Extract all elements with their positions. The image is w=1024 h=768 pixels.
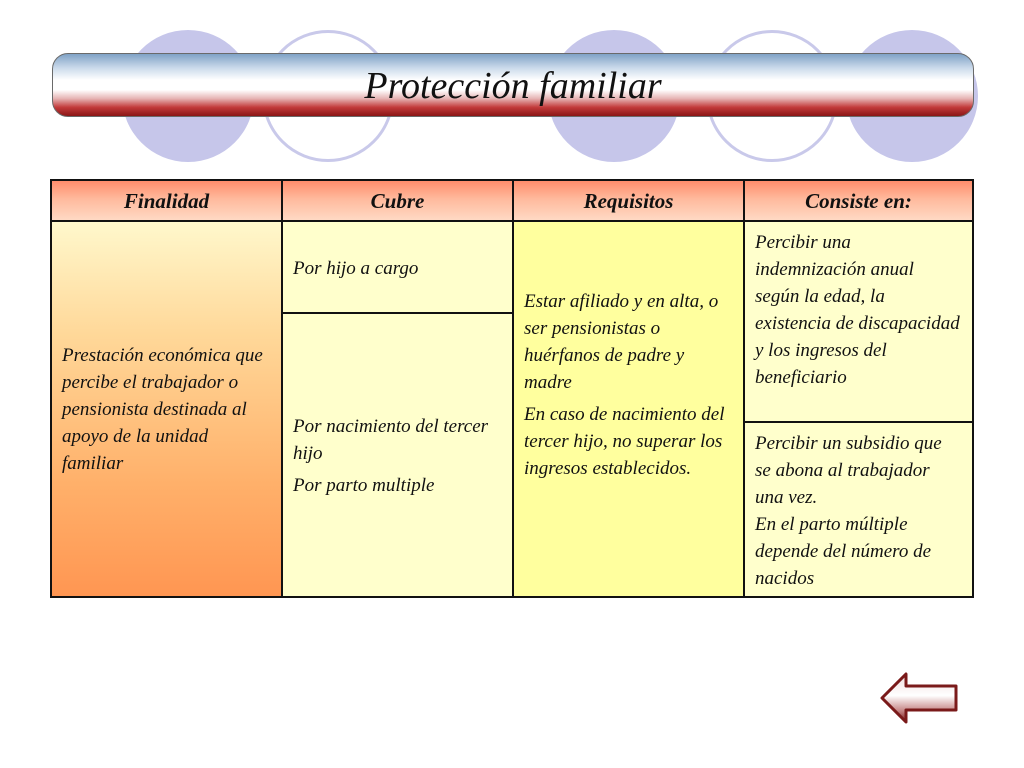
info-table — [50, 179, 974, 598]
cell-consiste-row2 — [745, 423, 972, 596]
cell-finalidad — [52, 222, 283, 596]
title-bar — [52, 53, 974, 117]
left-arrow-icon — [880, 672, 960, 724]
consiste-row2-line2: En el parto múltiple depende del número de nacidos — [755, 514, 932, 589]
cell-cubre-nacimiento — [283, 314, 514, 596]
header-finalidad: Finalidad — [52, 181, 283, 222]
back-button[interactable] — [880, 672, 960, 724]
cell-cubre-hijo — [283, 222, 514, 314]
header-requisitos: Requisitos — [514, 181, 745, 222]
header-consiste: Consiste en: — [745, 181, 972, 222]
cell-consiste-row1 — [745, 222, 972, 423]
finalidad-text: Prestación económica que percibe el trabajador o pensionista destinada al apoyo de la unidad familiar — [62, 344, 263, 474]
cubre-row2-line1: Por nacimiento del tercer hijo — [293, 416, 489, 464]
requisitos-p2: En caso de nacimiento del tercer hijo, no superar los ingresos establecidos. — [524, 404, 725, 479]
consiste-row1-text: Percibir una indemnización anual según la edad, la existencia de discapacidad y los ingresos del beneficiario — [755, 232, 960, 388]
cubre-row2-line2: Por parto multiple — [293, 475, 435, 496]
consiste-row2-line1: Percibir un subsidio que se abona al trabajador una vez. — [755, 433, 942, 508]
header-cubre: Cubre — [283, 181, 514, 222]
cell-requisitos — [514, 222, 745, 596]
requisitos-p1: Estar afiliado y en alta, o ser pensionistas o huérfanos de padre y madre — [524, 291, 719, 393]
page-title: Protección familiar — [364, 65, 662, 107]
cubre-row1-text: Por hijo a cargo — [293, 258, 419, 279]
